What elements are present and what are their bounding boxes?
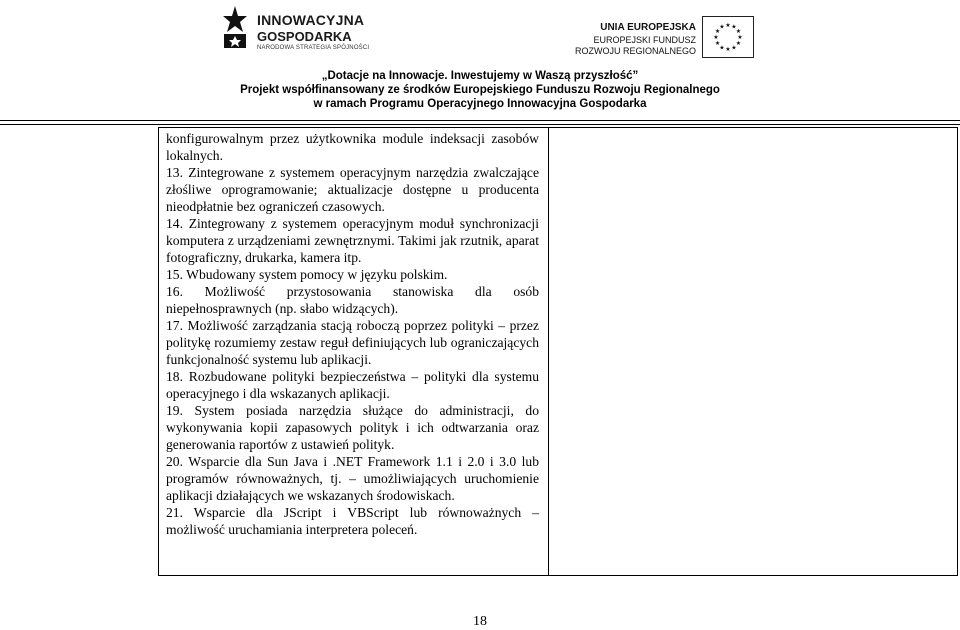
logo-left-title: INNOWACYJNA (257, 12, 365, 28)
requirement-paragraph: 17. Możliwość zarządzania stacją roboczą poprzez polityki – przez politykę rozumiemy zestaw reguł definiujących lub ograniczających funkcjonalność systemu lub aplikacji. (166, 318, 539, 367)
logo-left-tagline: NARODOWA STRATEGIA SPÓJNOŚCI (257, 45, 370, 51)
header-slogan: „Dotacje na Innowacje. Inwestujemy w Waszą przyszłość” (321, 70, 639, 82)
eu-flag-star: ★ (714, 29, 721, 35)
eu-flag-star: ★ (731, 45, 737, 52)
eu-flag-star: ★ (725, 23, 731, 29)
header-rule-top (0, 120, 960, 121)
requirement-paragraph: 16. Możliwość przystosowania stanowiska dla osób niepełnosprawnych (np. słabo widzących). (166, 284, 539, 316)
eu-flag-star: ★ (719, 45, 725, 52)
requirement-paragraph: 13. Zintegrowane z systemem operacyjnym narzędzia zwalczające złośliwe oprogramowanie; aktualizacje dostępne u producenta nieodpłatnie bez ograniczeń czasowych. (166, 165, 539, 214)
innowacyjna-gospodarka-logo (222, 4, 382, 54)
star-figure-icon (222, 4, 248, 50)
page-number: 18 (473, 614, 487, 629)
logo-left-subtitle: GOSPODARKA (257, 29, 352, 44)
eu-flag-star: ★ (735, 41, 742, 47)
header-rule-bottom (0, 124, 960, 125)
specification-table (158, 127, 958, 576)
eu-logo-line2: EUROPEJSKI FUNDUSZ (593, 35, 696, 45)
requirement-paragraph: 14. Zintegrowany z systemem operacyjnym moduł synchronizacji komputera z urządzeniami zewnętrznymi. Takimi jak rzutnik, aparat fotograficzny, drukarka, kamera itp. (166, 216, 539, 265)
eu-flag-star: ★ (731, 24, 737, 31)
eu-logo-title: UNIA EUROPEJSKA (600, 22, 696, 33)
requirement-paragraph: konfigurowalnym przez użytkownika module indeksacji zasobów lokalnych. (166, 131, 539, 163)
eu-logo (574, 12, 760, 62)
requirements-cell (166, 130, 539, 538)
requirement-paragraph: 20. Wsparcie dla Sun Java i .NET Framework 1.1 i 2.0 i 3.0 lub programów równoważnych, tj. – umożliwiających uruchomienie aplikacji działających we wskazanych środowiskach. (166, 454, 539, 503)
requirement-paragraph: 21. Wsparcie dla JScript i VBScript lub równoważnych – możliwość uruchamiania interpretera poleceń. (166, 505, 539, 537)
eu-logo-line3: ROZWOJU REGIONALNEGO (574, 46, 696, 56)
eu-flag-star: ★ (714, 41, 721, 47)
eu-flag-star: ★ (725, 47, 731, 53)
requirement-paragraph: 19. System posiada narzędzia służące do administracji, do wykonywania kopii zapasowych polityk i ich odtwarzania oraz generowania raportów z ustawień polityk. (166, 403, 539, 452)
column-divider (548, 128, 549, 575)
eu-flag-star: ★ (737, 35, 743, 41)
requirement-paragraph: 18. Rozbudowane polityki bezpieczeństwa – polityki dla systemu operacyjnego i dla wskazanych aplikacji. (166, 369, 539, 401)
eu-flag-icon (702, 16, 754, 58)
header-project-line: Projekt współfinansowany ze środków Europejskiego Funduszu Rozwoju Regionalnego (240, 84, 720, 96)
eu-flag-star: ★ (713, 35, 719, 41)
eu-flag-star: ★ (719, 24, 725, 31)
eu-flag-star: ★ (735, 29, 742, 35)
header-program-line: w ramach Programu Operacyjnego Innowacyjna Gospodarka (313, 98, 647, 110)
requirement-paragraph: 15. Wbudowany system pomocy w języku polskim. (166, 267, 448, 282)
